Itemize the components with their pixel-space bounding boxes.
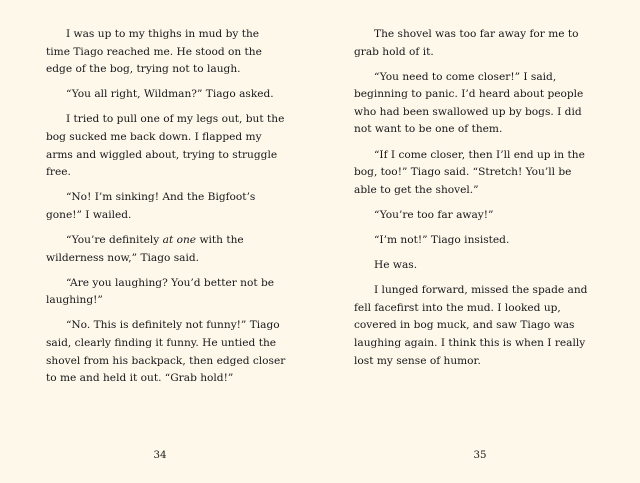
page-number-left: 34 [153, 450, 167, 461]
emphasized-phrase: at one [162, 233, 197, 246]
paragraph: “Are you laughing? You’d better not be laughing!” [46, 276, 275, 307]
paragraph: I lunged forward, missed the spade and fell facefirst into the mud. I looked up, covered in bog muck, and saw Tiago was laughing again. I think this is when I really lost my sense of humor. [354, 284, 588, 367]
paragraph: The shovel was too far away for me to grab hold of it. [354, 28, 579, 58]
paragraph-emphasis [46, 232, 286, 267]
paragraph: “No! I’m sinking! And the Bigfoot’s gone!” I wailed. [46, 191, 256, 221]
paragraph: “You need to come closer!” I said, beginning to panic. I’d heard about people who had been swallowed up by bogs. I did not want to be one of them. [354, 70, 584, 136]
left-page-text-column [46, 26, 286, 388]
paragraph: I was up to my thighs in mud by the time Tiago reached me. He stood on the edge of the bog, trying not to laugh. [46, 28, 262, 76]
paragraph: “No. This is definitely not funny!” Tiago said, clearly finding it funny. He untied the shovel from his backpack, then edged closer to me and held it out. “Grab hold!” [46, 319, 286, 385]
paragraph-text: “You’re definitely at one with the wilderness now,” Tiago said. [46, 233, 244, 264]
right-page [320, 26, 640, 483]
paragraph: “I’m not!” Tiago insisted. [374, 233, 510, 246]
paragraph: “If I come closer, then I’ll end up in the bog, too!” Tiago said. “Stretch! You’ll be able to get the shovel.” [354, 148, 585, 196]
paragraph: He was. [374, 259, 418, 272]
paragraph: “You all right, Wildman?” Tiago asked. [66, 88, 274, 101]
left-page [0, 26, 320, 483]
page-number-right: 35 [473, 450, 487, 461]
paragraph: “You’re too far away!” [374, 208, 494, 221]
right-page-text-column [354, 26, 592, 370]
paragraph: I tried to pull one of my legs out, but the bog sucked me back down. I flapped my arms and wiggled about, trying to struggle free. [46, 113, 285, 179]
